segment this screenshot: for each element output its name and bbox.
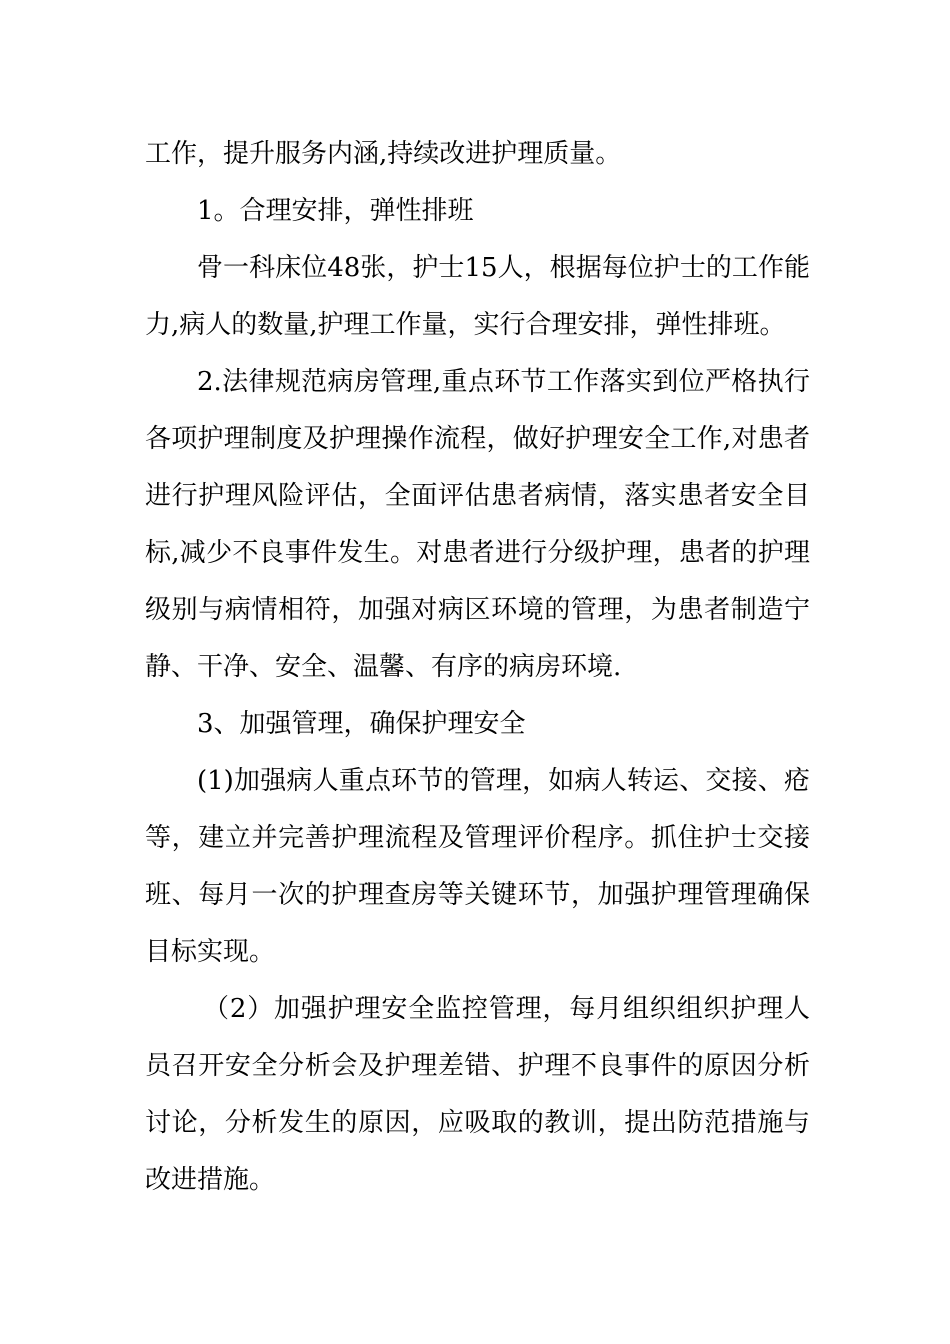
heading-3: 3、加强管理，确保护理安全 (197, 709, 526, 739)
paragraph-ward-management: 2.法律规范病房管理,重点环节工作落实到位严格执行各项护理制度及护理操作流程，做好护理安全工作,对患者进行护理风险评估，全面评估患者病情，落实患者安全目标,减少不良事件发生。对患者进行分级护理，患者的护理级别与病情相符，加强对病区环境的管理，为患者制造宁静、干净、安全、温馨、有序的病房环境. (145, 367, 810, 682)
paragraph-item-1: (1)加强病人重点环节的管理，如病人转运、交接、疮等，建立并完善护理流程及管理评价程序。抓住护士交接班、每月一次的护理查房等关键环节，加强护理管理确保目标实现。 (145, 766, 810, 967)
document-body (145, 126, 810, 1209)
paragraph-continuation: 工作，提升服务内涵,持续改进护理质量。 (145, 139, 622, 169)
heading-1: 1。合理安排，弹性排班 (197, 196, 474, 226)
paragraph-item-2: （2）加强护理安全监控管理，每月组织组织护理人员召开安全分析会及护理差错、护理不良事件的原因分析讨论，分析发生的原因，应吸取的教训，提出防范措施与改进措施。 (145, 994, 810, 1195)
paragraph-staffing: 骨一科床位48张，护士15人，根据每位护士的工作能力,病人的数量,护理工作量，实行合理安排，弹性排班。 (145, 253, 810, 340)
